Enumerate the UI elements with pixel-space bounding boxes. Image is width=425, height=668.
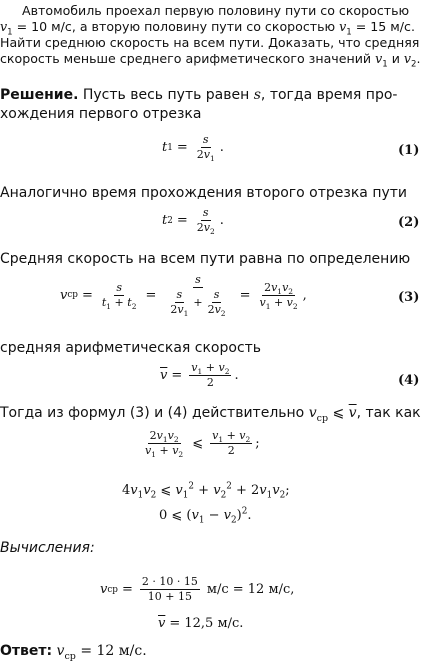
equation-4-number: (4) [398,373,420,388]
problem-line-2: $v_1 = 10$ м/с, а вторую половину пути со скоростью $v_1 = 15$ м/с. [0,19,415,38]
calculations-label: Вычисления: [0,540,95,556]
solution-line-6: Тогда из формул (3) и (4) действительно $v_{ср}$ ⩽ $\overline{v}$, так как [0,405,421,424]
equation-2-number: (2) [398,215,420,230]
solution-label: Решение. [0,87,79,103]
calculation-2: $\overline{v}$ = 12,5 м/с. [158,616,244,631]
equation-1-number: (1) [398,143,420,158]
answer: Ответ: $v_{ср} = 12$ м/с. [0,643,147,662]
equation-3: v ср = $\frac{s}{t_1 + t_2}$ = s $\frac{s}{2v_1}$ + $\frac{s}{2v_2}$ = $\frac{2v_1v_2}{v_1 + v_2}$ , [60,273,307,319]
equation-1: t 1 = $\frac{s}{2v_1}$ . [162,133,224,164]
problem-line-4: скорость меньше среднего арифметического значений $v_1$ и $v_2$. [0,51,421,70]
solution-line-1: Решение. Пусть весь путь равен s, тогда время про- [0,87,398,103]
inequality-3: 0 ⩽ $(v_1 - v_2)^2$. [159,506,252,526]
solution-line-5: средняя арифметическая скорость [0,340,262,356]
equation-4: $\overline{v}$ = $\frac{v_1 + v_2}{2}$ . [160,361,239,389]
solution-line-4: Средняя скорость на всем пути равна по определению [0,251,411,267]
solution-line-2: хождения первого отрезка [0,106,202,122]
inequality-1: $\frac{2v_1v_2}{v_1 + v_2}$ ⩽ $\frac{v_1 + v_2}{2}$ ; [145,429,260,460]
answer-label: Ответ: [0,643,53,659]
problem-line-3: Найти среднюю скорость на всем пути. Доказать, что средняя [0,35,420,50]
equation-2: t 2 = $\frac{s}{2v_2}$ . [162,206,224,237]
inequality-2: $4v_1v_2$ ⩽ $v_1^2 + v_2^2 + 2v_1v_2$; [122,481,290,501]
solution-line-3: Аналогично время прохождения второго отрезка пути [0,185,408,201]
calculation-1: v ср = $\frac{2 \cdot 10 \cdot 15}{10 + 15}$ м/с = 12 м/с, [100,575,295,603]
equation-3-number: (3) [398,290,420,305]
problem-line-1: Автомобиль проехал первую половину пути со скоростью [22,3,410,18]
